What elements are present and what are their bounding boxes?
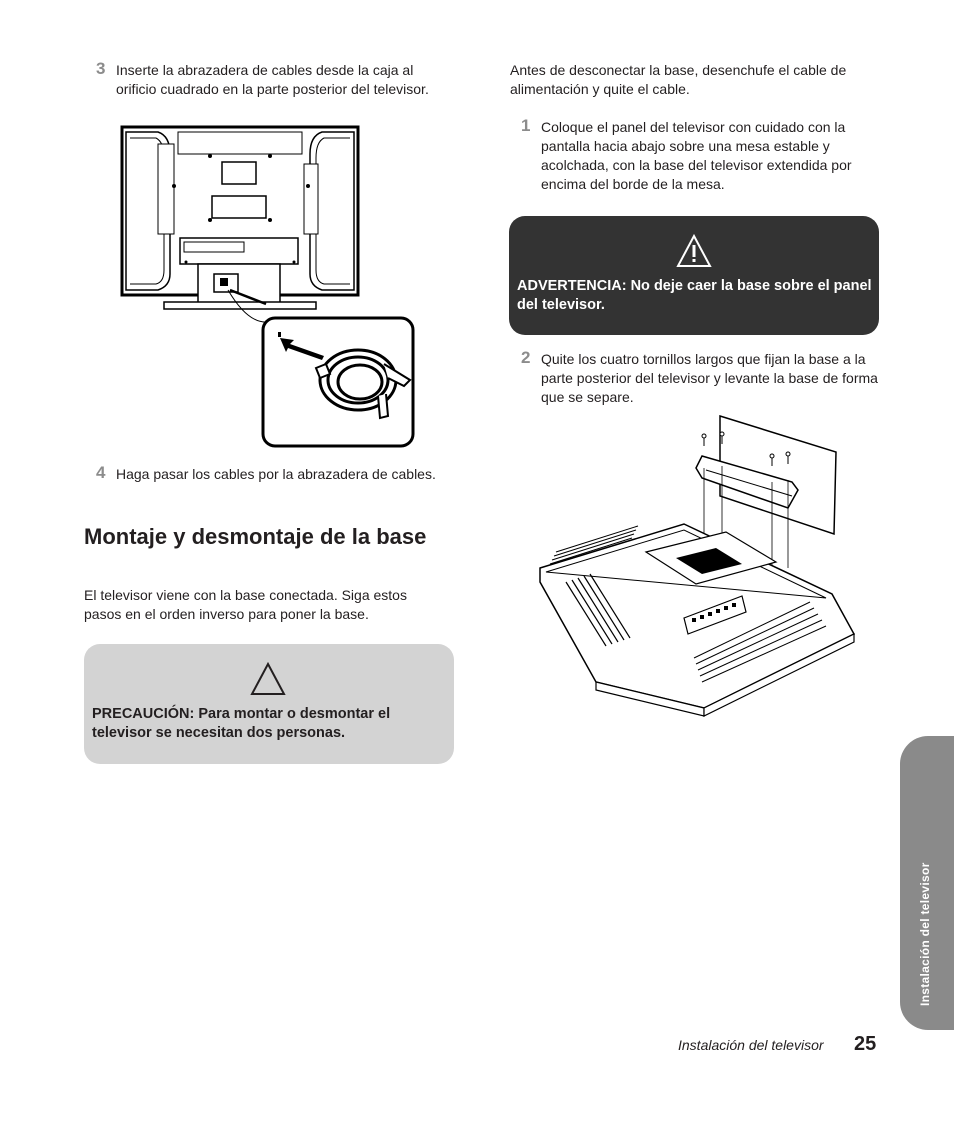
step-1 (521, 116, 886, 194)
side-tab-label: Instalación del televisor (918, 862, 932, 1006)
caution-text: PRECAUCIÓN: Para montar o desmontar el televisor se necesitan dos personas. (92, 706, 391, 741)
section-heading: Montaje y desmontaje de la base (84, 524, 427, 549)
chapter-side-tab (900, 736, 954, 1030)
warning-exclamation-icon (676, 234, 712, 268)
section-intro: El televisor viene con la base conectada. Siga estos pasos en el orden inverso para poner la base. (84, 587, 407, 622)
step-3 (96, 59, 456, 99)
warning-box (509, 216, 879, 335)
step-number: 4 (96, 463, 106, 482)
caution-box (84, 644, 454, 764)
right-intro: Antes de desconectar la base, desenchufe el cable de alimentación y quite el cable. (510, 62, 847, 97)
step-number: 2 (521, 348, 531, 367)
step-text: Coloque el panel del televisor con cuidado con la pantalla hacia abajo sobre una mesa estable y acolchada, con la base del televisor extendida por encima del borde de la mesa. (541, 119, 852, 192)
step-text: Haga pasar los cables por la abrazadera de cables. (116, 466, 436, 482)
page-number: 25 (854, 1033, 877, 1055)
caution-triangle-icon (250, 662, 286, 696)
step-number: 3 (96, 59, 106, 78)
step-text: Inserte la abrazadera de cables desde la caja al orificio cuadrado en la parte posterior del televisor. (116, 62, 429, 97)
step-text: Quite los cuatro tornillos largos que fijan la base a la parte posterior del televisor y levante la base de forma que se separe. (541, 351, 878, 405)
tv-back-cable-clamp-illustration (118, 124, 418, 450)
step-2 (521, 348, 886, 407)
step-number: 1 (521, 116, 531, 135)
base-removal-illustration (536, 412, 866, 724)
step-4 (96, 463, 446, 484)
footer-chapter-title: Instalación del televisor (678, 1037, 824, 1053)
warning-text: ADVERTENCIA: No deje caer la base sobre el panel del televisor. (517, 278, 872, 313)
